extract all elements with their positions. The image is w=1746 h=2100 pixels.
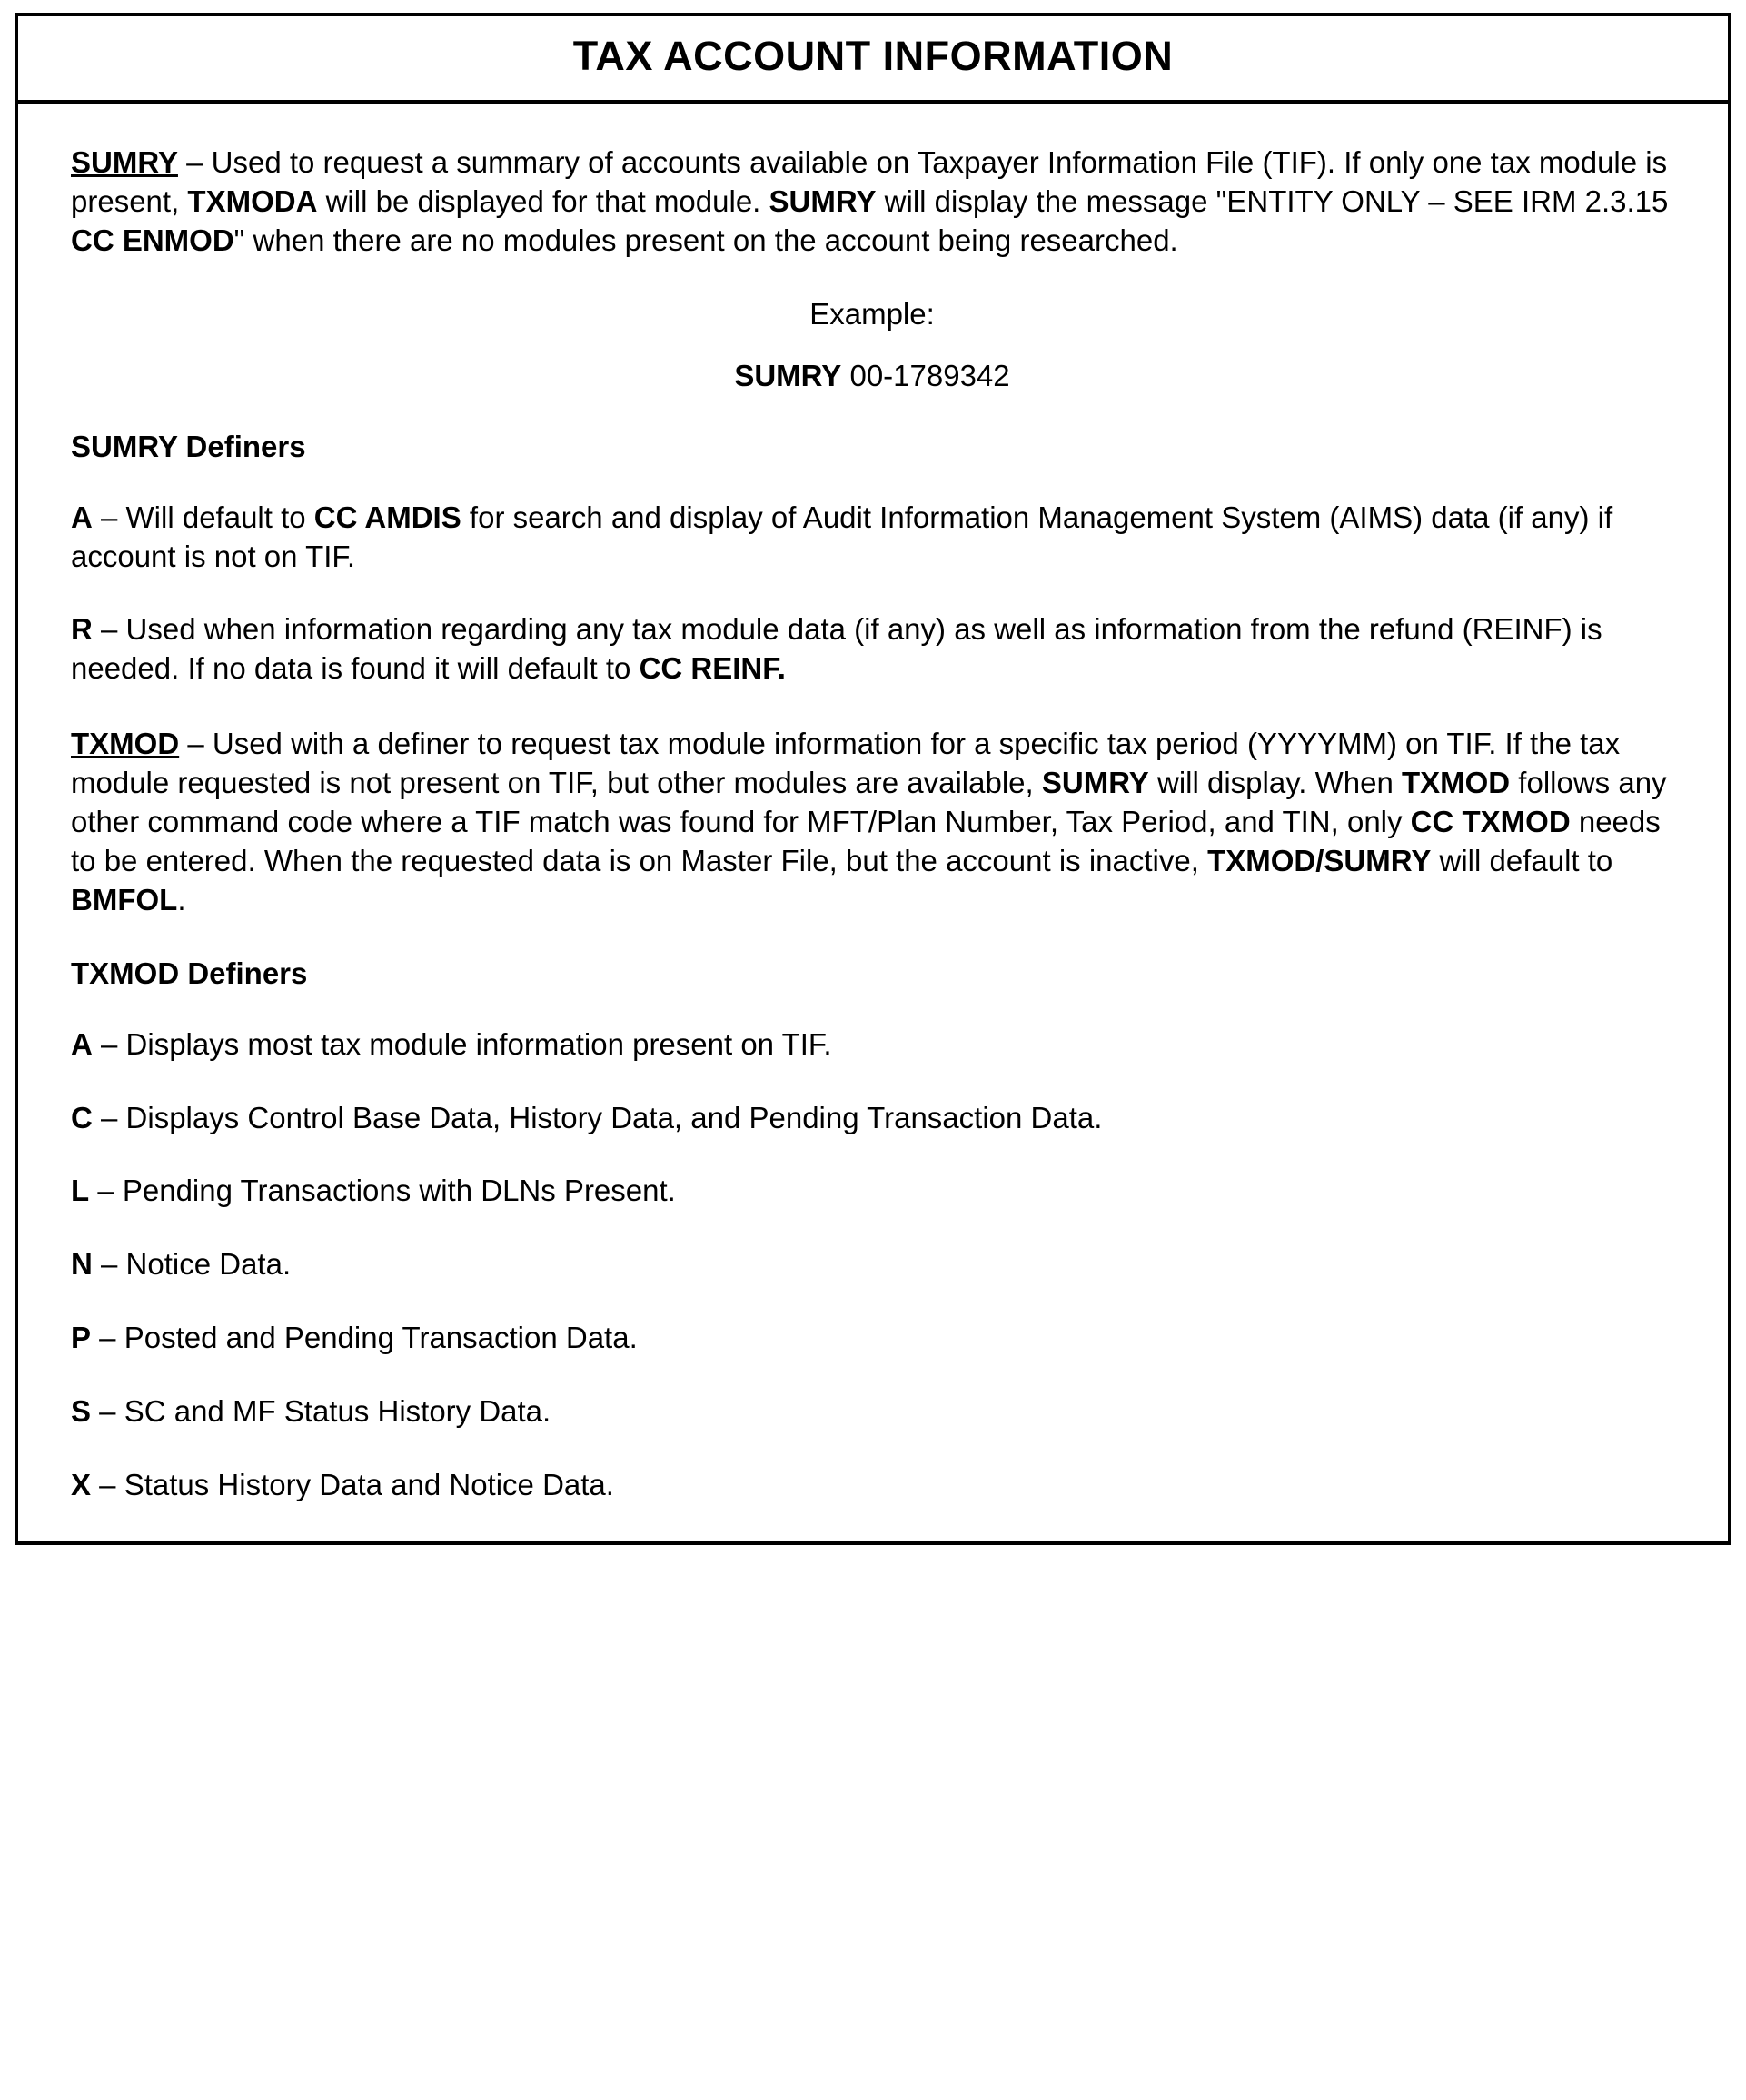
example-command: SUMRY [734, 358, 842, 392]
page-title: TAX ACCOUNT INFORMATION [572, 33, 1174, 79]
sumry-definer-a [71, 499, 1673, 577]
spacer [71, 261, 1673, 297]
document-body [18, 104, 1728, 1541]
txmod-definer-n [71, 1245, 1673, 1284]
example-label: Example: [809, 296, 935, 331]
definer-letter: N [71, 1247, 93, 1282]
txmod-description-paragraph [71, 725, 1673, 919]
example-command-line [71, 359, 1673, 393]
definer-letter: A [71, 500, 93, 534]
definer-letter: A [71, 1026, 93, 1061]
txmod-text-5: will default to [1431, 843, 1613, 877]
txmod-definer-c [71, 1099, 1673, 1138]
definer-text: – Status History Data and Notice Data. [91, 1468, 614, 1502]
sumry-intro-2: will be displayed for that module. [317, 183, 769, 218]
txmod-definer-s [71, 1392, 1673, 1431]
definer-text: – Posted and Pending Transaction Data. [91, 1321, 638, 1355]
spacer [71, 576, 1673, 610]
spacer [71, 332, 1673, 359]
definer-letter: P [71, 1321, 92, 1355]
definer-letter: R [71, 612, 93, 647]
sumry-description-paragraph [71, 144, 1673, 261]
definer-text-2: for search and display of Audit Information Management System (AIMS) data (if any) if account is not on TIF. [71, 500, 1613, 573]
txmod-definer-p [71, 1319, 1673, 1358]
txmod-definer-l [71, 1172, 1673, 1211]
sumry-definer-r [71, 610, 1673, 688]
txmod-text-2: will display. When [1148, 766, 1402, 800]
txmod-bold-bmfol: BMFOL [71, 882, 178, 916]
sumry-intro-4: " when there are no modules present on the account being researched. [233, 223, 1178, 257]
definer-text: – Displays most tax module information present on TIF. [92, 1026, 832, 1061]
spacer [71, 1211, 1673, 1245]
txmod-definers-heading: TXMOD Definers [71, 956, 308, 990]
definer-letter: L [71, 1174, 90, 1208]
sumry-definers-heading: SUMRY Definers [71, 429, 306, 463]
sumry-bold-cc-enmod: CC ENMOD [71, 223, 234, 257]
definer-text: – Displays Control Base Data, History Data, and Pending Transaction Data. [92, 1100, 1103, 1134]
txmod-bold-cc-txmod: CC TXMOD [1410, 805, 1571, 839]
definer-text: – Pending Transactions with DLNs Present. [89, 1174, 676, 1208]
document-frame [15, 13, 1731, 1545]
txmod-term: TXMOD [71, 727, 180, 761]
spacer [71, 1065, 1673, 1099]
spacer [71, 464, 1673, 499]
definer-text: – Notice Data. [92, 1247, 292, 1282]
sumry-bold-sumry: SUMRY [769, 183, 877, 218]
txmod-bold-txmod: TXMOD [1401, 766, 1511, 800]
txmod-text-4: needs to be entered. When the requested data is on Master File, but the account is inactive, [71, 805, 1661, 877]
definer-letter: S [71, 1394, 92, 1429]
txmod-bold-sumry: SUMRY [1041, 766, 1149, 800]
sumry-bold-txmoda: TXMODA [187, 183, 318, 218]
sumry-term: SUMRY [71, 145, 178, 179]
definer-text: – SC and MF Status History Data. [91, 1394, 551, 1429]
definer-letter: C [71, 1100, 93, 1134]
sumry-intro-3: will display the message "ENTITY ONLY – SEE IRM 2.3.15 [876, 183, 1669, 218]
sumry-intro-1: – Used to request a summary of accounts available on Taxpayer Information File (TIF). If only one tax module is present, [71, 145, 1668, 218]
definer-bold-cc-amdis: CC AMDIS [313, 500, 461, 534]
spacer [71, 1137, 1673, 1172]
spacer [71, 688, 1673, 725]
txmod-definer-a [71, 1025, 1673, 1065]
txmod-text-6: . [177, 882, 186, 916]
definer-bold-cc-reinf: CC REINF. [639, 651, 786, 686]
txmod-definer-x [71, 1466, 1673, 1505]
spacer [71, 1284, 1673, 1319]
definer-text-1: – Used when information regarding any tax module data (if any) as well as information from the refund (REINF) is needed. If no data is found it will default to [71, 612, 1602, 686]
txmod-text-3: follows any other command code where a TIF match was found for MFT/Plan Number, Tax Period, and TIN, only [71, 766, 1667, 839]
definer-letter: X [71, 1468, 92, 1502]
spacer [71, 1431, 1673, 1466]
definer-text-1: – Will default to [92, 500, 314, 534]
txmod-text-1: – Used with a definer to request tax module information for a specific tax period (YYYYMM) on TIF. If the tax module requested is not present on TIF, but other modules are available, [71, 727, 1621, 800]
document-title-bar [18, 16, 1728, 104]
txmod-bold-txmod-sumry: TXMOD/SUMRY [1207, 843, 1432, 877]
spacer [71, 1358, 1673, 1392]
spacer [71, 991, 1673, 1025]
spacer [71, 920, 1673, 956]
example-argument: 00-1789342 [841, 358, 1010, 392]
spacer [71, 393, 1673, 430]
